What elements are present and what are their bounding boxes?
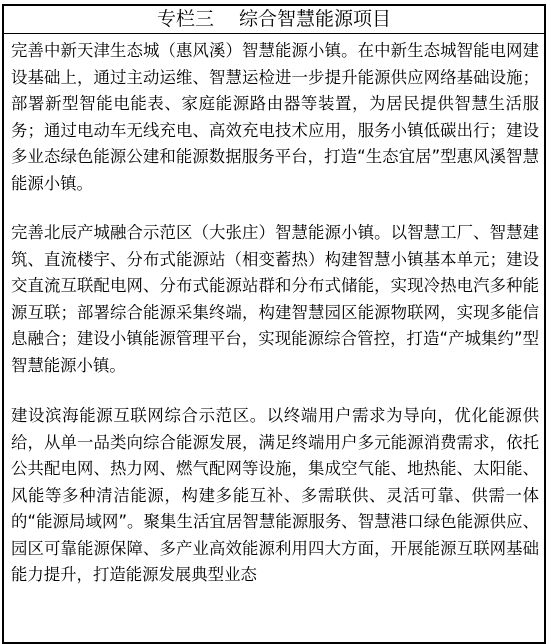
feature-box (2, 4, 546, 644)
paragraph-dazhangzhuang: 完善北辰产城融合示范区（大张庄）智慧能源小镇。以智慧工厂、智慧建筑、直流楼宇、分布式能源站（相变蓄热）构建智慧小镇基本单元；建设交直流互联配电网、分布式能源站群和分布式储能，实现冷热电汽多种能源互联；部署综合能源采集终端，构建智慧园区能源物联网，实现多能信息融合；建设小镇能源管理平台，实现能源综合管控，打造“产城集约”型智慧能源小镇。 (11, 223, 539, 375)
paragraph-binhai: 建设滨海能源互联网综合示范区。以终端用户需求为导向，优化能源供给，从单一品类向综合能源发展，满足终端用户多元能源消费需求，依托公共配电网、热力网、燃气配网等设施，集成空气能、地热能、太阳能、风能等多种清洁能源，构建多能互补、多需联供、灵活可靠、供需一体的“能源局域网”。聚集生活宜居智慧能源服务、智慧港口绿色能源供应、园区可靠能源保障、多产业高效能源利用四大方面，开展能源互联网基础能力提升，打造能源发展典型业态 (11, 406, 539, 584)
paragraph-huifengxi: 完善中新天津生态城（惠风溪）智慧能源小镇。在中新生态城智能电网建设基础上，通过主动运维、智慧运检进一步提升能源供应网络基础设施；部署新型智能电能表、家庭能源路由器等装置，为居民提供智慧生活服务；通过电动车无线充电、高效充电技术应用，服务小镇低碳出行；建设多业态绿色能源公建和能源数据服务平台，打造“生态宜居”型惠风溪智慧能源小镇。 (11, 41, 539, 193)
box-title: 专栏三 综合智慧能源项目 (4, 6, 544, 34)
